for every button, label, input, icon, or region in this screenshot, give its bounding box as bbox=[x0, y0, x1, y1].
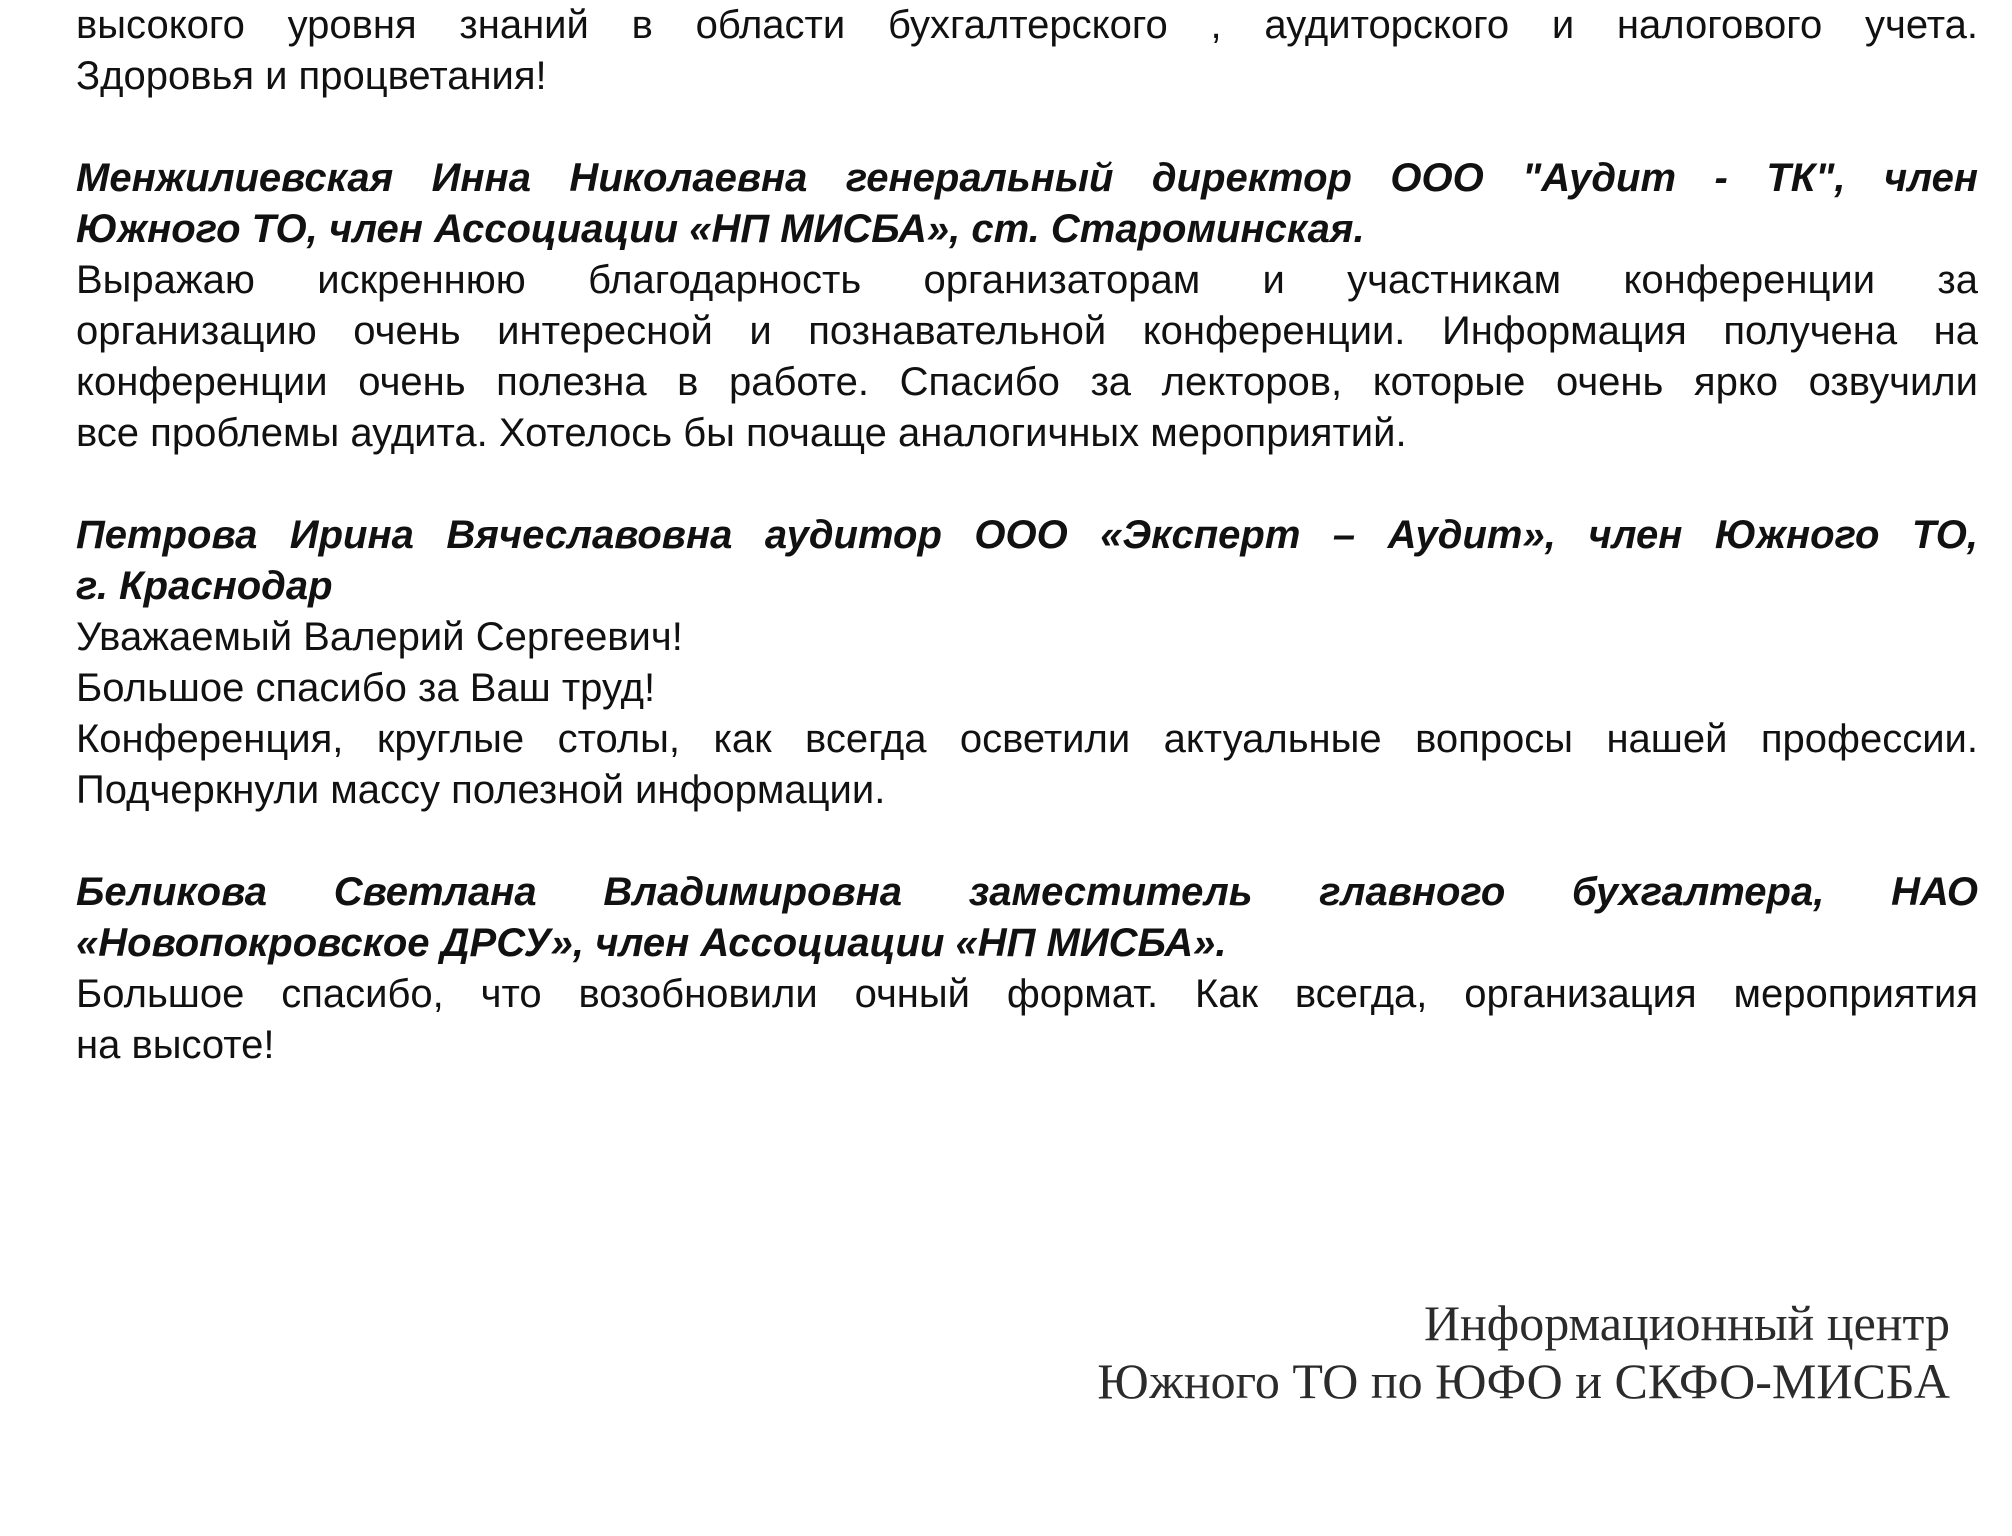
signature-line-1: Информационный центр bbox=[1423, 1295, 1950, 1351]
review-2-text-line-1: Уважаемый Валерий Сергеевич! bbox=[76, 615, 683, 659]
intro-line-1: высокого уровня знаний в области бухгалтерского , аудиторского и налогового учета. bbox=[76, 3, 1978, 47]
review-2-author-line-2: г. Краснодар bbox=[76, 564, 333, 608]
signature-line-2: Южного ТО по ЮФО и СКФО-МИСБА bbox=[1097, 1353, 1950, 1409]
review-2-text-line-2: Большое спасибо за Ваш труд! bbox=[76, 666, 656, 710]
review-2-text-line-3: Конференция, круглые столы, как всегда осветили актуальные вопросы нашей профессии. bbox=[76, 717, 1978, 761]
review-3-author-line-2: «Новопокровское ДРСУ», член Ассоциации «НП МИСБА». bbox=[76, 921, 1227, 965]
paragraph-spacer bbox=[76, 459, 1978, 510]
signature-block bbox=[1097, 1294, 1950, 1410]
review-1-author-line-2: Южного ТО, член Ассоциации «НП МИСБА», ст. Староминская. bbox=[76, 207, 1365, 251]
review-3-text-line-2: на высоте! bbox=[76, 1023, 275, 1067]
review-1-text-line-3: конференции очень полезна в работе. Спасибо за лекторов, которые очень ярко озвучили bbox=[76, 360, 1978, 404]
review-2-author-line-1: Петрова Ирина Вячеславовна аудитор ООО «Эксперт – Аудит», член Южного ТО, bbox=[76, 513, 1978, 557]
review-2-text-line-4: Подчеркнули массу полезной информации. bbox=[76, 768, 886, 812]
review-1-text-line-2: организацию очень интересной и познавательной конференции. Информация получена на bbox=[76, 309, 1978, 353]
paragraph-spacer bbox=[76, 816, 1978, 867]
document-body bbox=[76, 0, 1978, 1071]
review-3-text-line-1: Большое спасибо, что возобновили очный формат. Как всегда, организация мероприятия bbox=[76, 972, 1978, 1016]
review-3 bbox=[76, 867, 1978, 1071]
review-1-author-line-1: Менжилиевская Инна Николаевна генеральный директор ООО "Аудит - ТК", член bbox=[76, 156, 1978, 200]
review-1-text-line-4: все проблемы аудита. Хотелось бы почаще аналогичных мероприятий. bbox=[76, 411, 1407, 455]
review-3-author-line-1: Беликова Светлана Владимировна заместитель главного бухгалтера, НАО bbox=[76, 870, 1978, 914]
paragraph-spacer bbox=[76, 102, 1978, 153]
review-1-text-line-1: Выражаю искреннюю благодарность организаторам и участникам конференции за bbox=[76, 258, 1978, 302]
review-1 bbox=[76, 153, 1978, 459]
review-2 bbox=[76, 510, 1978, 816]
intro-line-2: Здоровья и процветания! bbox=[76, 54, 547, 98]
intro-paragraph bbox=[76, 0, 1978, 102]
